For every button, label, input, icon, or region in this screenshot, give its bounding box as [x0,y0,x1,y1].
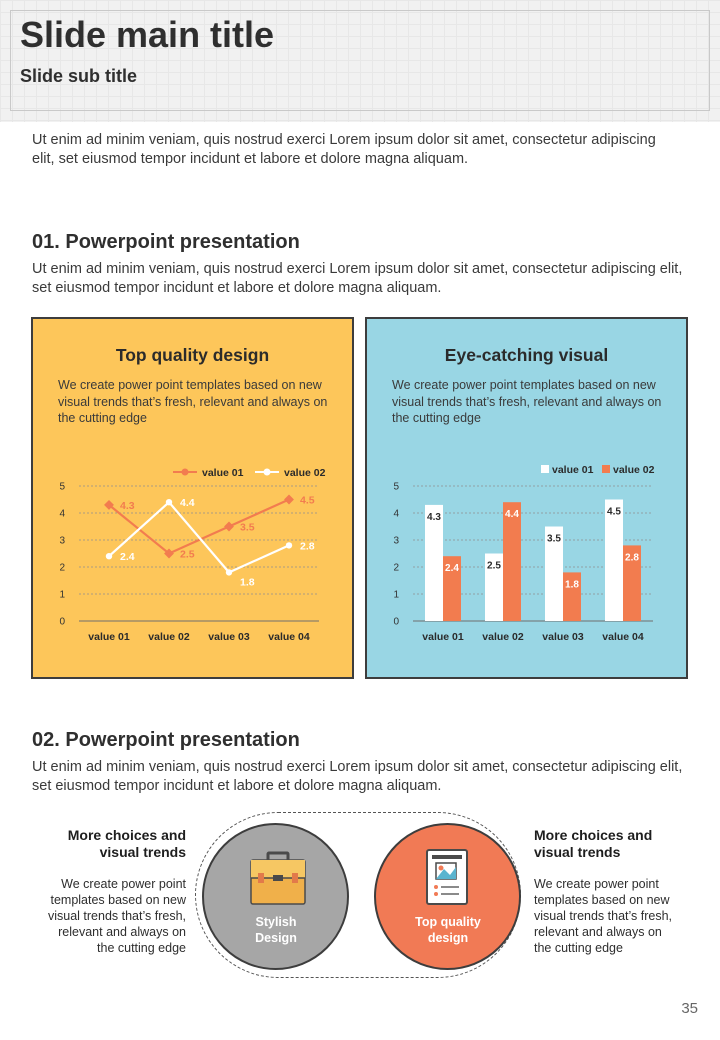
bar [605,500,623,622]
right-note-heading [534,827,704,860]
left-note-heading [26,827,186,860]
data-label: 2.8 [300,540,315,553]
legend-label: value 01 [202,467,244,479]
data-label: 2.4 [445,563,459,575]
data-point [286,542,292,548]
section2-text: Ut enim ad minim veniam, quis nostrud exerci Lorem ipsum dolor sit amet, consectetur adipiscing elit, set eiusmod tempor incidunt et labore et dolore magna aliquam. [32,759,683,794]
panel-eye-catching [365,317,688,679]
x-tick-label: value 03 [542,631,584,643]
page-subtitle: Slide sub title [20,66,138,86]
data-label: 4.3 [120,499,135,512]
circle-label-line: Design [255,931,297,945]
legend-swatch [541,465,549,473]
left-note-line: relevant and always on [58,925,186,939]
left-note-line: the cutting edge [97,941,186,955]
y-tick-label: 4 [59,508,65,520]
x-tick-label: value 02 [482,631,524,643]
section1-title: 01. Powerpoint presentation [32,231,300,253]
data-label: 1.8 [565,579,579,591]
circle-label-line: design [427,931,469,945]
y-tick-label: 2 [59,562,65,574]
y-tick-label: 4 [393,508,399,520]
left-note-heading-line: visual trends [99,843,186,860]
data-label: 2.5 [180,548,195,561]
x-tick-label: value 01 [88,631,130,643]
x-tick-label: value 04 [602,631,644,643]
data-point [224,522,234,532]
data-point [166,499,172,505]
data-label: 4.3 [427,511,441,523]
x-tick-label: value 02 [148,631,190,643]
left-note-heading-line: More choices and [67,827,186,843]
section2-title: 02. Powerpoint presentation [32,729,300,751]
x-tick-label: value 01 [422,631,464,643]
y-tick-label: 0 [393,616,399,628]
circle-label [388,914,508,946]
legend-marker [182,469,189,476]
right-note-line: We create power point [534,877,659,891]
x-tick-label: value 04 [268,631,310,643]
circle-label [216,914,336,946]
y-tick-label: 2 [393,562,399,574]
data-point [284,495,294,505]
panel-description: We create power point templates based on new visual trends that’s fresh, relevant and always on the cutting edge [58,378,328,425]
legend-label: value 01 [552,464,594,476]
panel-description: We create power point templates based on new visual trends that’s fresh, relevant and always on the cutting edge [392,378,662,425]
y-tick-label: 5 [59,481,65,493]
data-label: 4.4 [505,509,519,521]
left-note-text [16,876,186,956]
circle-label-line: Stylish [255,915,297,929]
data-label: 1.8 [240,576,255,589]
briefcase-icon [248,851,308,911]
stylish-design-circle [202,823,349,970]
document-icon [424,847,470,907]
right-note-line: visual trends that’s fresh, [534,909,673,923]
right-note-line: relevant and always on [534,925,662,939]
right-note-heading-line: visual trends [534,843,621,860]
panel-title: Eye-catching visual [444,345,609,365]
data-label: 4.5 [607,506,621,518]
y-tick-label: 1 [59,589,65,601]
right-note-heading-line: More choices and [534,827,653,843]
y-tick-label: 0 [59,616,65,628]
left-note-line: We create power point [61,877,186,891]
top-quality-circle [374,823,521,970]
legend-label: value 02 [284,467,326,479]
legend-label: value 02 [613,464,655,476]
legend-marker [264,469,271,476]
data-label: 4.5 [300,494,315,507]
left-note-line: templates based on new [50,893,186,907]
data-label: 3.5 [240,521,255,534]
intro-text: Ut enim ad minim veniam, quis nostrud exerci Lorem ipsum dolor sit amet, consectetur adipiscing elit, set eiusmod tempor incidunt et labore et dolore magna aliquam. [32,132,656,167]
right-note-line: the cutting edge [534,941,623,955]
y-tick-label: 3 [59,535,65,547]
left-note-line: visual trends that’s fresh, [47,909,186,923]
data-label: 4.4 [180,497,195,510]
data-label: 2.4 [120,551,135,564]
data-point [226,569,232,575]
data-label: 3.5 [547,533,561,545]
section1-text: Ut enim ad minim veniam, quis nostrud exerci Lorem ipsum dolor sit amet, consectetur adipiscing elit, set eiusmod tempor incidunt et labore et dolore magna aliquam. [32,261,683,296]
data-label: 2.5 [487,560,501,572]
line-chart [33,319,352,677]
right-note-text [534,876,714,956]
circle-label-line: Top quality [415,915,481,929]
data-label: 2.8 [625,552,639,564]
y-tick-label: 5 [393,481,399,493]
page-number: 35 [681,1000,698,1017]
legend-swatch [602,465,610,473]
page-title: Slide main title [20,14,275,55]
panel-title: Top quality design [115,345,270,365]
series-line [109,500,289,554]
right-note-line: templates based on new [534,893,670,907]
x-tick-label: value 03 [208,631,250,643]
panel-top-quality [31,317,354,679]
data-point [106,553,112,559]
y-tick-label: 1 [393,589,399,601]
bar-chart [367,319,686,677]
y-tick-label: 3 [393,535,399,547]
